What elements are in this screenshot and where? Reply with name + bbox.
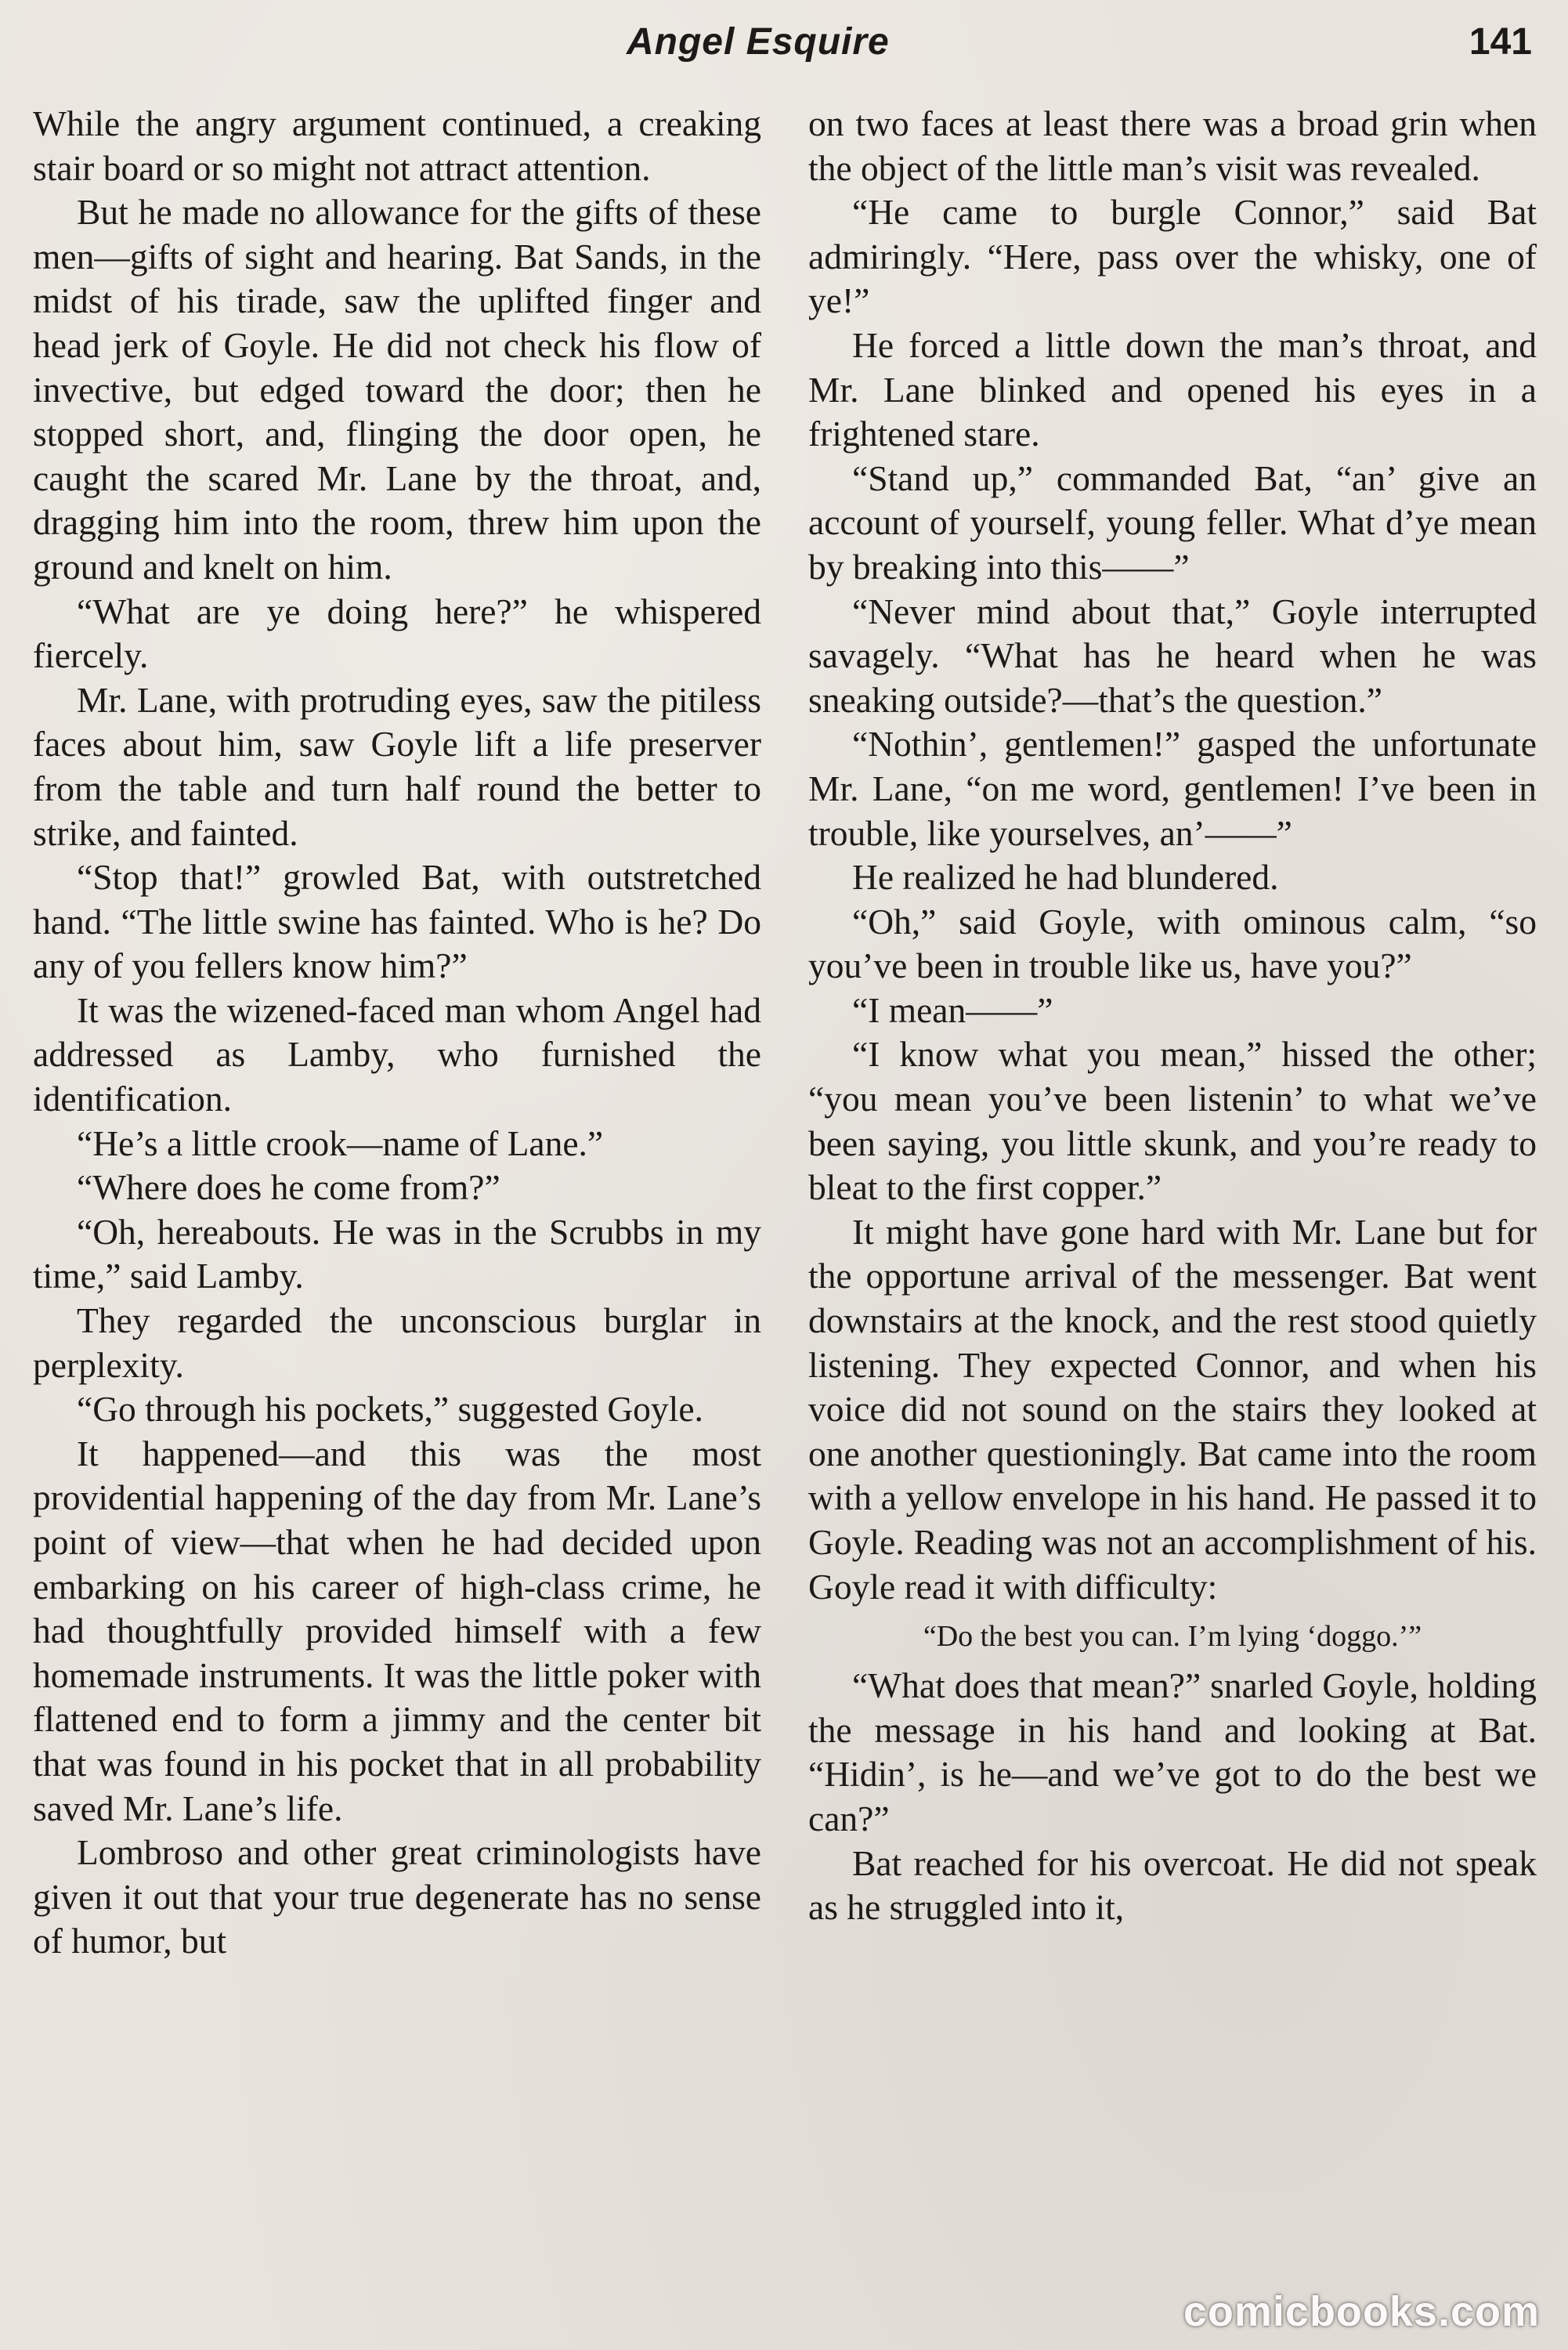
paragraph: Lombroso and other great criminologists have given it out that your true degenerate has no sense of humor, but xyxy=(33,1832,761,1961)
right-column xyxy=(808,102,1537,1930)
paragraph: “Nothin’, gentlemen!” gasped the unfortunate Mr. Lane, “on me word, gentlemen! I’ve been in trouble, like yourselves, an’——” xyxy=(808,724,1537,853)
paragraph: “What are ye doing here?” he whispered fiercely. xyxy=(33,591,761,676)
paragraph: “What does that mean?” snarled Goyle, holding the message in his hand and looking at Bat. “Hidin’, is he—and we’ve got to do the best we can?” xyxy=(808,1665,1537,1838)
paragraph: “Oh, hereabouts. He was in the Scrubbs in my time,” said Lamby. xyxy=(33,1211,761,1296)
watermark: comicbooks.com xyxy=(1183,2288,1540,2335)
paragraph: “Never mind about that,” Goyle interrupted savagely. “What has he heard when he was sneaking outside?—that’s the question.” xyxy=(808,591,1537,720)
paragraph: “He came to burgle Connor,” said Bat admiringly. “Here, pass over the whisky, one of ye!” xyxy=(808,192,1537,321)
telegram-message: “Do the best you can. I’m lying ‘doggo.’” xyxy=(923,1620,1422,1654)
page-number: 141 xyxy=(1469,21,1532,63)
paragraph: But he made no allowance for the gifts of these men—gifts of sight and hearing. Bat Sands, in the midst of his tirade, saw the uplifted finger and head jerk of Goyle. He did not check his flow of invective, but edged toward the door; then he stopped short, and, flinging the door open, he caught the scared Mr. Lane by the throat, and, dragging him into the room, threw him upon the ground and knelt on him. xyxy=(33,192,761,587)
paragraph: “Stop that!” growled Bat, with outstretched hand. “The little swine has fainted. Who is he? Do any of you fellers know him?” xyxy=(33,857,761,986)
left-column xyxy=(33,102,761,1964)
paragraph: “Stand up,” commanded Bat, “an’ give an account of yourself, young feller. What d’ye mean by breaking into this——” xyxy=(808,457,1537,587)
running-title: Angel Esquire xyxy=(627,21,890,63)
paragraph: “Go through his pockets,” suggested Goyle. xyxy=(77,1389,703,1430)
paragraph: It might have gone hard with Mr. Lane but for the opportune arrival of the messenger. Bat went downstairs at the knock, and the rest stood quietly listening. They expected Connor, and when his voice did not sound on the stairs they looked at one another questioningly. Bat came into the room with a yellow envelope in his hand. He passed it to Goyle. Reading was not an accomplishment of his. Goyle read it with difficulty: xyxy=(808,1211,1537,1607)
paragraph: on two faces at least there was a broad grin when the object of the little man’s visit was revealed. xyxy=(808,103,1537,188)
paragraph: While the angry argument continued, a creaking stair board or so might not attract attention. xyxy=(33,103,761,188)
paragraph: He forced a little down the man’s throat, and Mr. Lane blinked and opened his eyes in a frightened stare. xyxy=(808,324,1537,454)
paragraph: “Oh,” said Goyle, with ominous calm, “so you’ve been in trouble like us, have you?” xyxy=(808,901,1537,986)
paragraph: He realized he had blundered. xyxy=(852,857,1279,898)
paragraph: They regarded the unconscious burglar in perplexity. xyxy=(33,1300,761,1385)
paragraph: Bat reached for his overcoat. He did not speak as he struggled into it, xyxy=(808,1842,1537,1928)
paragraph: “I know what you mean,” hissed the other; “you mean you’ve been listenin’ to what we’ve been saying, you little skunk, and you’re ready to bleat to the first copper.” xyxy=(808,1034,1537,1208)
paragraph: Mr. Lane, with protruding eyes, saw the pitiless faces about him, saw Goyle lift a life preserver from the table and turn half round the better to strike, and fainted. xyxy=(33,679,761,853)
paragraph: “Where does he come from?” xyxy=(77,1167,500,1208)
paragraph: It was the wizened-faced man whom Angel had addressed as Lamby, who furnished the identification. xyxy=(33,989,761,1119)
paragraph: “He’s a little crook—name of Lane.” xyxy=(77,1123,604,1163)
paragraph: “I mean——” xyxy=(852,989,1053,1030)
page-header xyxy=(0,20,1568,75)
paragraph: It happened—and this was the most providential happening of the day from Mr. Lane’s point of view—that when he had decided upon embarking on his career of high-class crime, he had thoughtfully provided himself with a few homemade instruments. It was the little poker with flattened end to form a jimmy and the center bit that was found in his pocket that in all probability saved Mr. Lane’s life. xyxy=(33,1433,761,1828)
